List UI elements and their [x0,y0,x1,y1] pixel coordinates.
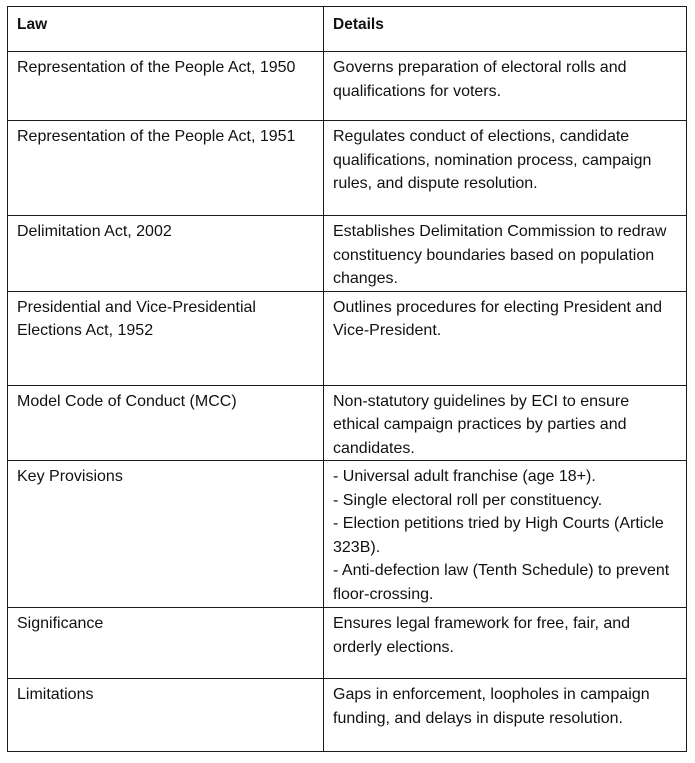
provision-item: - Anti-defection law (Tenth Schedule) to prevent floor-crossing. [333,562,670,603]
table-row [8,608,687,679]
law-cell: Model Code of Conduct (MCC) [8,385,324,461]
law-cell: Significance [8,608,324,679]
table-row [8,385,687,461]
table-header-row [8,7,687,52]
laws-table [7,6,687,752]
table-row [8,291,687,385]
provision-item: - Single electoral roll per constituency. [333,491,603,509]
details-cell: Non-statutory guidelines by ECI to ensure ethical campaign practices by parties and candidates. [324,385,687,461]
law-cell: Limitations [8,679,324,752]
table-row [8,216,687,292]
table-row [8,461,687,608]
header-details: Details [324,7,687,52]
law-cell: Key Provisions [8,461,324,608]
details-cell: Gaps in enforcement, loopholes in campaign funding, and delays in dispute resolution. [324,679,687,752]
details-cell [324,461,687,608]
details-cell: Governs preparation of electoral rolls and qualifications for voters. [324,52,687,121]
table-row [8,52,687,121]
header-law: Law [8,7,324,52]
provision-item: - Election petitions tried by High Courts (Article 323B). [333,515,664,556]
table-row [8,121,687,216]
provision-item: - Universal adult franchise (age 18+). [333,468,596,485]
law-cell: Representation of the People Act, 1950 [8,52,324,121]
table-row [8,679,687,752]
details-cell: Outlines procedures for electing President and Vice-President. [324,291,687,385]
law-cell: Delimitation Act, 2002 [8,216,324,292]
law-cell: Representation of the People Act, 1951 [8,121,324,216]
details-cell: Regulates conduct of elections, candidate qualifications, nomination process, campaign rules, and dispute resolution. [324,121,687,216]
details-cell: Ensures legal framework for free, fair, and orderly elections. [324,608,687,679]
details-cell: Establishes Delimitation Commission to redraw constituency boundaries based on population changes. [324,216,687,292]
law-cell: Presidential and Vice-Presidential Elections Act, 1952 [8,291,324,385]
